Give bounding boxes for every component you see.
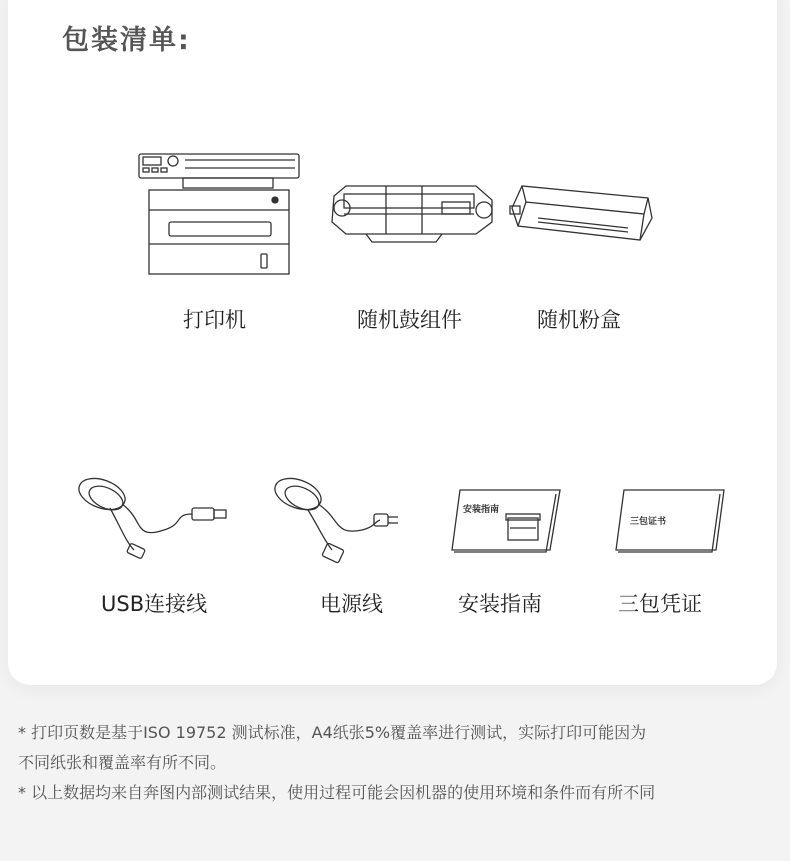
toner-cartridge-icon: [508, 180, 656, 246]
item-label-power-cord: 电源线: [320, 592, 383, 616]
item-drum-unit: [326, 178, 496, 246]
usb-cable-icon: [74, 470, 230, 562]
power-cord-icon: [270, 470, 406, 566]
item-printer: [135, 150, 303, 278]
item-label-warranty-card: 三包凭证: [618, 592, 702, 616]
item-warranty-card: [614, 488, 726, 554]
page-title: 包装清单:: [62, 25, 191, 56]
item-label-printer: 打印机: [183, 308, 246, 332]
item-label-install-guide: 安装指南: [458, 592, 542, 616]
item-power-cord: [270, 470, 406, 566]
warranty-card-cover-text: 三包证书: [630, 517, 667, 527]
printer-icon: [135, 150, 303, 278]
note-line-3: * 以上数据均来自奔图内部测试结果，使用过程可能会因机器的使用环境和条件而有所不同: [18, 783, 656, 802]
install-guide-icon: [450, 488, 562, 554]
item-label-usb-cable: USB连接线: [101, 592, 208, 616]
install-guide-cover-text: 安装指南: [463, 505, 500, 515]
note-line-1: * 打印页数是基于ISO 19752 测试标准，A4纸张5%覆盖率进行测试，实际打印可能因为: [18, 723, 647, 742]
warranty-card-icon: [614, 488, 726, 554]
note-line-2: 不同纸张和覆盖率有所不同。: [18, 753, 227, 772]
item-install-guide: [450, 488, 562, 554]
packing-list-card: [8, 0, 777, 685]
item-label-toner-cartridge: 随机粉盒: [537, 308, 621, 332]
item-label-drum-unit: 随机鼓组件: [357, 308, 462, 332]
item-toner-cartridge: [508, 180, 656, 246]
item-usb-cable: [74, 470, 230, 562]
disclaimer-notes: [18, 718, 778, 808]
drum-unit-icon: [326, 178, 496, 246]
